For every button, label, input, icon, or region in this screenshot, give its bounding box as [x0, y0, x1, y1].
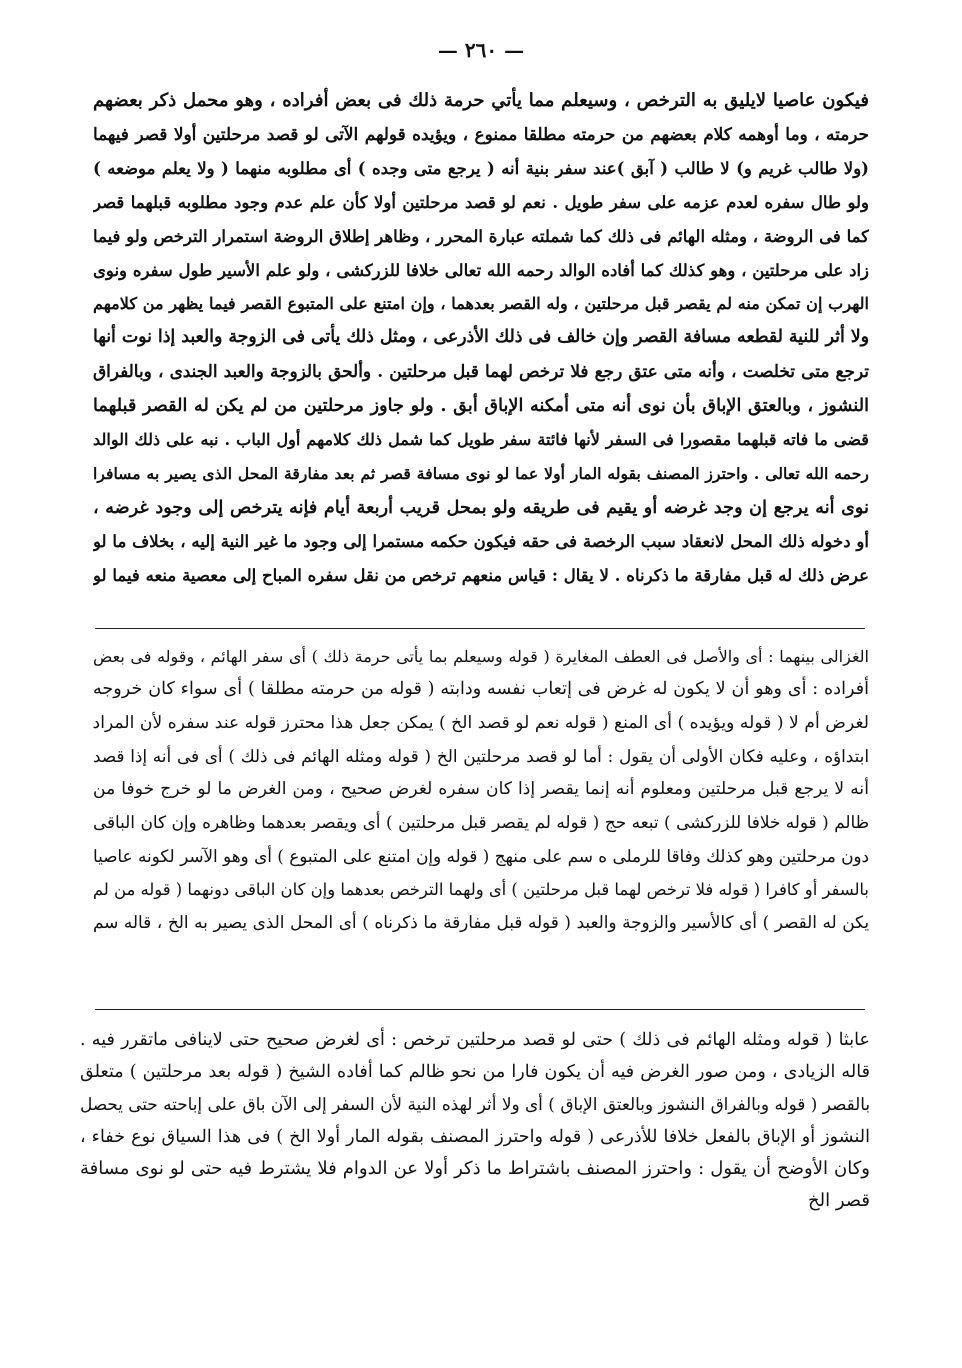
text-line: ظالم ( قوله خلافا للزركشى ) تبعه حج ( قوله لم يقصر قبل مرحلتين ) أى ويقصر بعدهما وظاهره وإن كان الباقى: [93, 812, 869, 833]
text-line: ترجع متى تخلصت ، وأنه متى عتق رجع فلا ترخص لهما قبل مرحلتين . وألحق بالزوجة والعبد الجندى ، وبالفراق: [93, 361, 869, 382]
main-text: [93, 84, 869, 593]
text-line: دون مرحلتين وهو كذلك وفاقا للرملى ه سم على منهج ( قوله وإن امتنع على المتبوع ) أى وهو الآسر لكونه عاصيا: [93, 845, 869, 866]
page-number: — ٢٦٠ —: [437, 38, 525, 62]
divider-rule: [95, 1009, 865, 1010]
text-line: فيكون عاصيا لايليق به الترخص ، وسيعلم مما يأتي حرمة ذلك فى بعض أفراده ، وهو محمل ذكر بعضهم: [93, 90, 869, 111]
text-line: النشوز أو الإباق بالفعل خلافا للأذرعى ( قوله واحترز المصنف بقوله المار أولا الخ ) فى هذا السياق نوع خفاء ،: [80, 1126, 870, 1147]
text-line: (ولا طالب غريم و) لا طالب ( آبق )عند سفر بنية أنه ( يرجع متى وجده ) أى مطلوبه منهما ( ولا يعلم موضعه ): [93, 158, 869, 178]
text-line: ابتداؤه ، وعليه فكان الأولى أن يقول : أما لو قصد مرحلتين الخ ( قوله ومثله الهائم فى ذلك ) أى فى أنه إذا قصد: [93, 745, 869, 766]
text-line: بالسفر أو كافرا ( قوله فلا ترخص لهما قبل مرحلتين ) أى ولهما الترخص بعدهما وإن كان الباقى دونهما ( قوله من لم: [93, 880, 869, 900]
text-line: ولو طال سفره لعدم عزمه على سفر طويل . نعم لو قصد مرحلتين أولا كأن علم عدم وجود مطلوبه قبلهما قصر: [93, 192, 869, 212]
text-line: نوى أنه يرجع إن وجد غرضه أو يقيم فى طريقه ولو بمحل قريب أربعة أيام فإنه يترخص إلى وجود غرضه ،: [93, 496, 869, 518]
text-line: أنه لا يرجع قبل مرحلتين ومعلوم أنه إنما يقصر إذا كان سفره لغرض صحيح ، ومن الغرض ما لو خرج خوفا من: [93, 779, 869, 800]
commentary-second: [80, 1024, 870, 1217]
text-line: أفراده : أى وهو أن لا يكون له غرض فى إتعاب نفسه ودابته ( قوله من حرمته مطلقا ) أى سواء كان خروجه: [93, 679, 869, 700]
text-line: عرض ذلك له قبل مفارقة ما ذكرناه . لا يقال : قياس منعهم ترخص من نقل سفره المباح إلى معصية منعه فيما لو: [93, 565, 869, 585]
text-line: قضى ما فاته قبلهما مقصورا فى السفر لأنها فائتة سفر طويل كما شمل ذلك كلامهم أول الباب . نبه على ذلك الوالد: [93, 430, 869, 450]
text-line: يكن له القصر ) أى كالأسير والزوجة والعبد ( قوله قبل مفارقة ما ذكرناه ) أى المحل الذى يصير به الخ ، قاله سم: [93, 912, 869, 933]
text-line: لغرض أم لا ( قوله ويؤيده ) أى المنع ( قوله نعم لو قصد الخ ) يمكن جعل هذا محترز قوله عند سفره لأن المراد: [93, 712, 869, 733]
text-line: زاد على مرحلتين ، وهو كذلك كما أفاده الوالد رحمه الله تعالى خلافا للزركشى ، ولو علم الأسير طول سفره ونوى: [93, 260, 869, 280]
text-line: النشوز ، وبالعتق الإباق بأن نوى أنه متى أمكنه الإباق أبق . ولو جاوز مرحلتين من لم يكن له القصر قبلهما: [93, 395, 869, 417]
text-line: بالقصر ( قوله وبالفراق النشوز وبالعتق الإباق ) أى ولا أثر لهذه النية لأن السفر إلى الآن باق على إباحته حتى يحصل: [80, 1094, 870, 1115]
text-line: الغزالى بينهما : أى والأصل فى العطف المغايرة ( قوله وسيعلم بما يأتى حرمة ذلك ) أى سفر الهائم ، وقوله فى بعض: [93, 647, 869, 666]
text-line: كما فى الروضة ، ومثله الهائم فى ذلك كما شملته عبارة المحرر ، وظاهر إطلاق الروضة استمرار الترخص ولو فيما: [93, 226, 869, 246]
text-line: عابثا ( قوله ومثله الهائم فى ذلك ) حتى لو قصد مرحلتين ترخص : أى لغرض صحيح حتى لاينافى ماتقرر فيه .: [80, 1030, 870, 1050]
text-line: ولا أثر للنية لقطعه مسافة القصر وإن خالف فى ذلك الأذرعى ، ومثل ذلك يأتى فى الزوجة والعبد إذا نوت أنها: [93, 327, 869, 348]
text-line: رحمه الله تعالى . واحترز المصنف بقوله المار أولا عما لو نوى مسافة قصر ثم بعد مفارقة المحل الذى يصير به مسافرا: [93, 463, 869, 483]
text-line: وكان الأوضح أن يقول : واحترز المصنف باشتراط ما ذكر أولا عن الدوام فلا يشترط فيه حتى لو نوى مسافة: [80, 1157, 870, 1179]
text-line: حرمته ، وما أوهمه كلام بعضهم من حرمته مطلقا ممنوع ، ويؤيده قولهم الآتى لو قصد مرحلتين أولا قصر فيهما: [93, 123, 869, 144]
divider-rule: [95, 628, 865, 629]
text-line: قصر الخ: [808, 1190, 870, 1212]
text-line: قاله الزيادى ، ومن صور الغرض فيه أن يكون فارا من نحو ظالم كما أفاده الشيخ ( قوله بعد مرحلتين ) متعلق: [80, 1062, 870, 1083]
commentary-first: [93, 640, 869, 940]
text-line: أو دخوله ذلك المحل لانعقاد سبب الرخصة فى حقه فيكون حكمه مستمرا إلى وجود ما غير النية إليه ، بخلاف ما لو: [93, 531, 869, 551]
text-line: الهرب إن تمكن منه لم يقصر قبل مرحلتين ، وله القصر بعدهما ، وإن امتنع على المتبوع القصر فيما يظهر من كلامهم: [93, 294, 869, 314]
